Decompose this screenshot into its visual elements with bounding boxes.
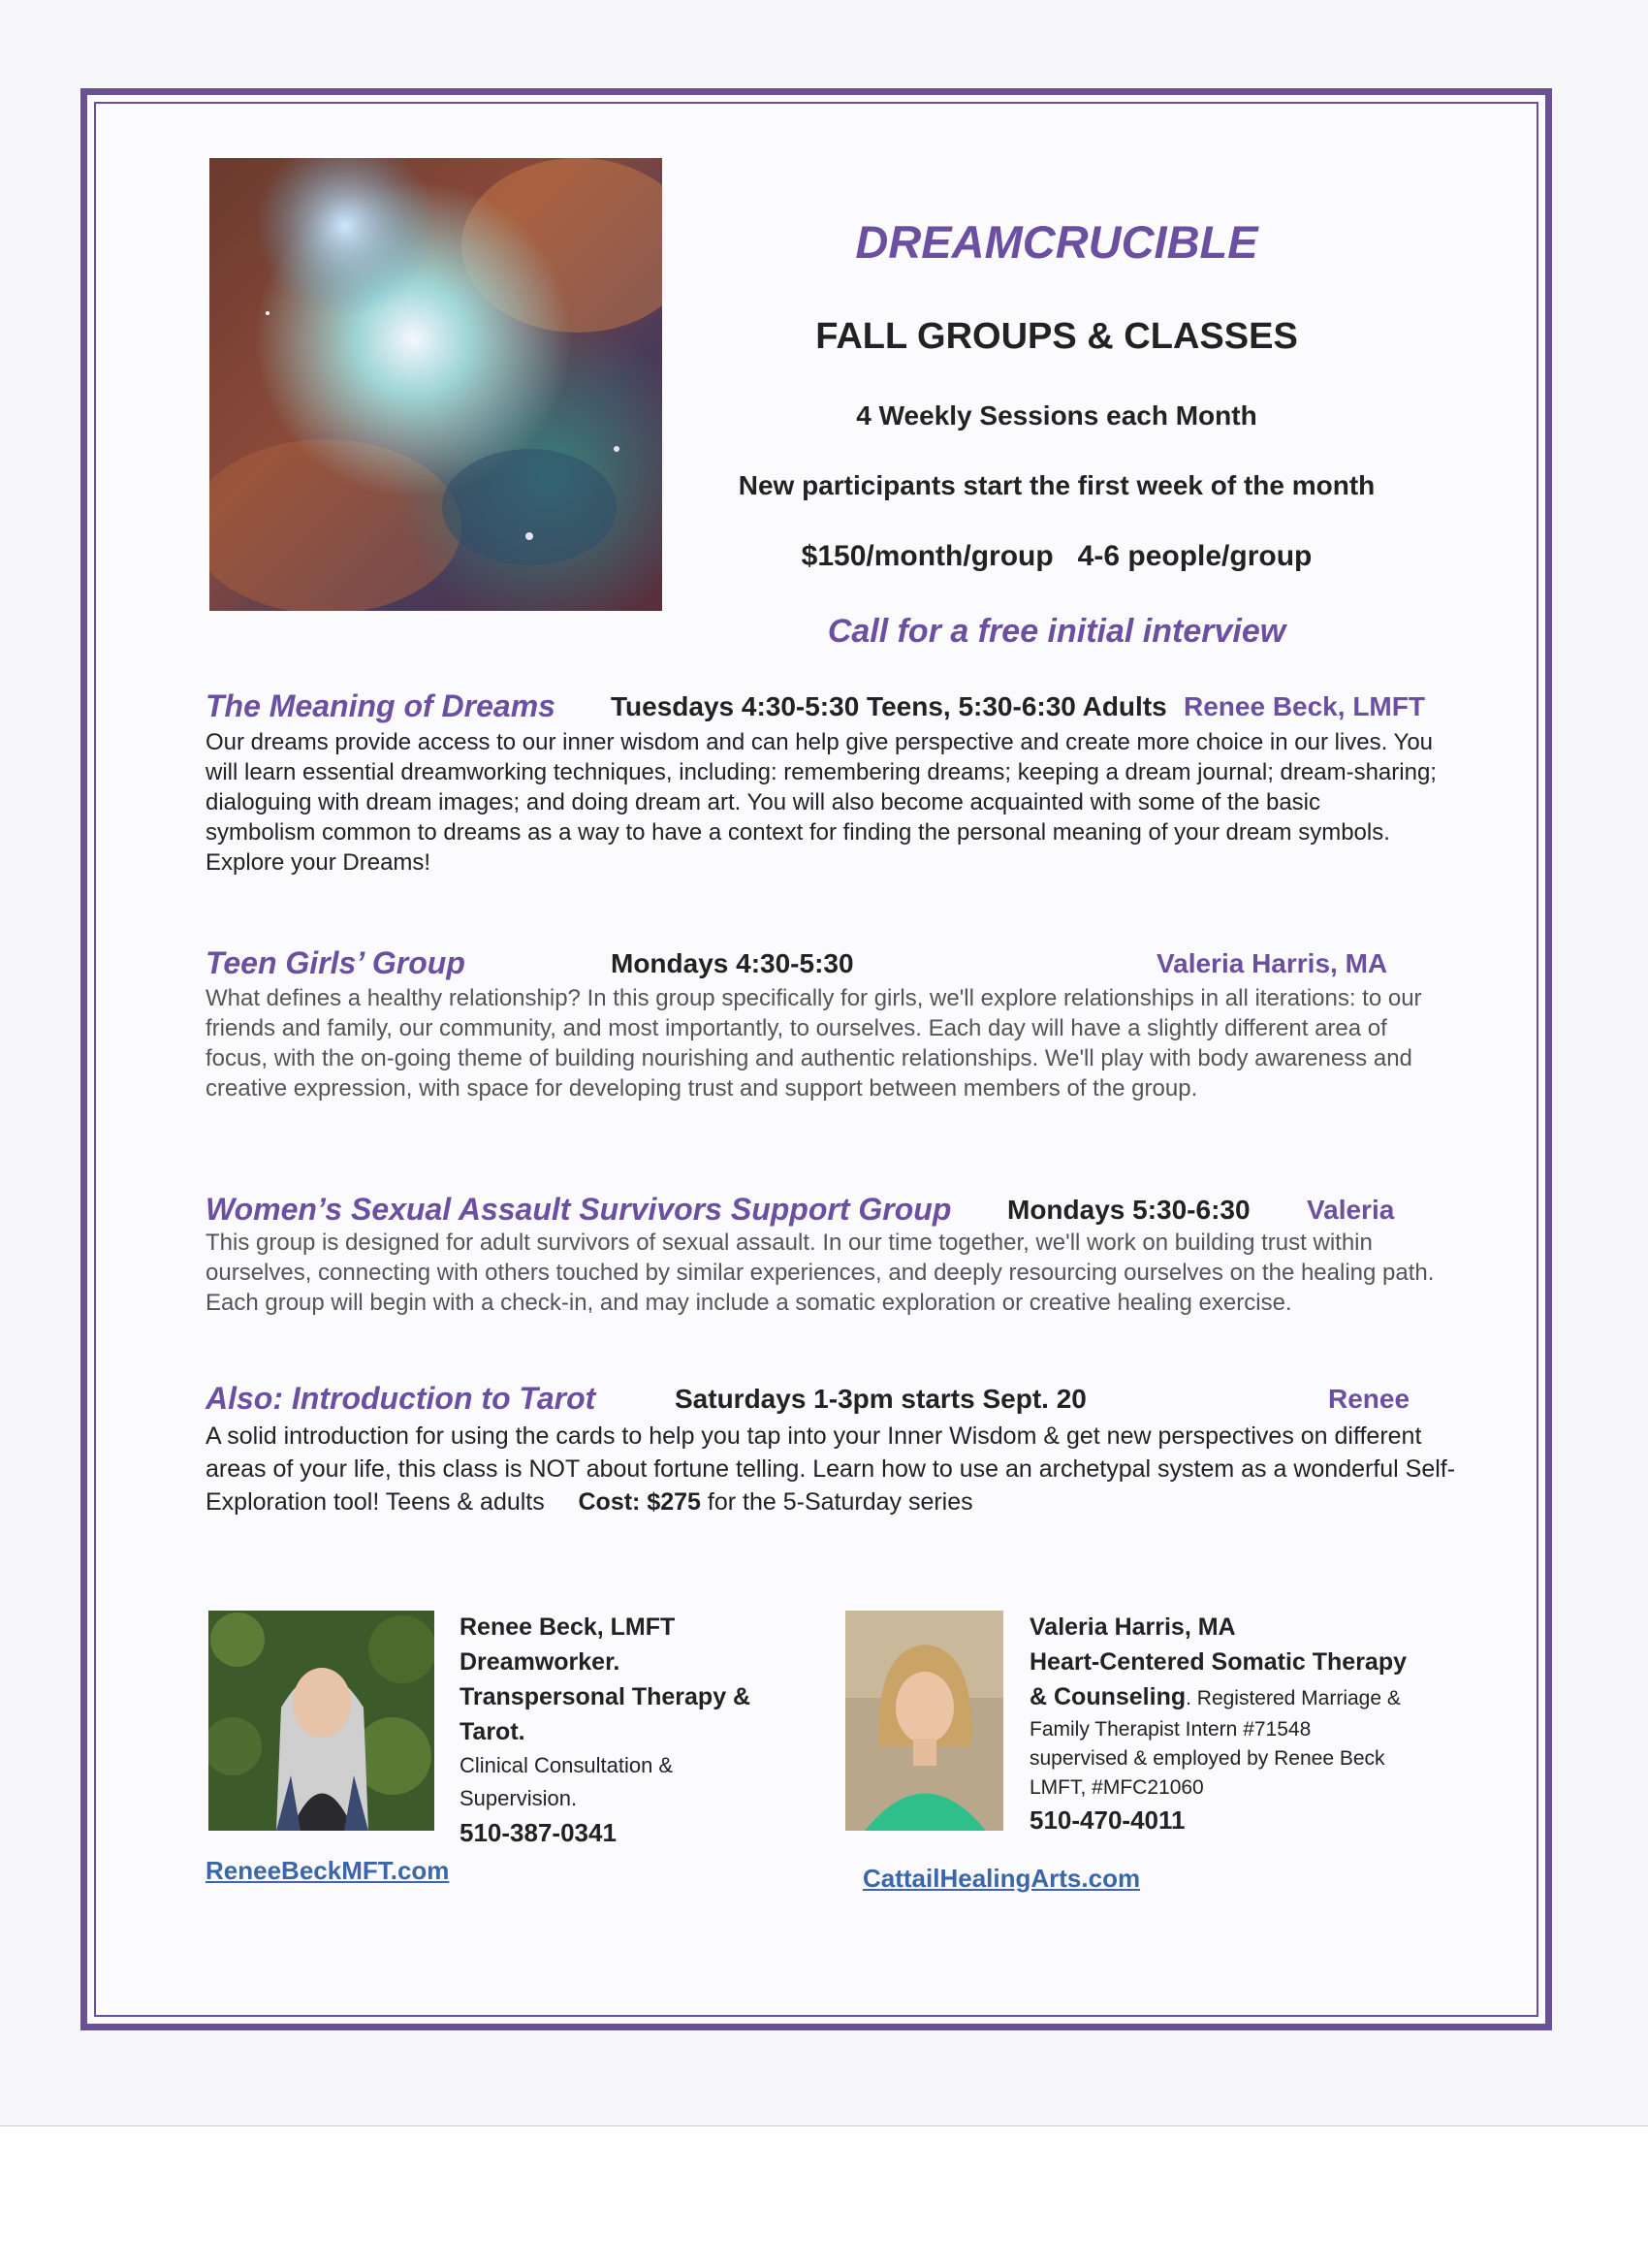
renee-phone: 510-387-0341 [460, 1818, 617, 1847]
sessions-note: 4 Weekly Sessions each Month [856, 400, 1257, 431]
page-subtitle: FALL GROUPS & CLASSES [815, 316, 1298, 357]
renee-line1: Dreamworker. [460, 1648, 620, 1676]
valeria-line1: Heart-Centered Somatic Therapy [1030, 1648, 1408, 1676]
valeria-bio [1030, 1610, 1437, 1837]
valeria-line3: Family Therapist Intern #71548 [1030, 1718, 1312, 1741]
start-note: New participants start the first week of the month [738, 470, 1376, 500]
tarot-description-text: A solid introduction for using the cards to help you tap into your Inner Wisdom & get new perspectives on different areas of your life, this class is NOT about fortune telling. Learn how to use an archetypal system as a wonderful Self-Exploration tool! Teens & adults [206, 1422, 1456, 1516]
meaning-heading: The Meaning of Dreams [206, 688, 555, 723]
scan-margin [0, 2125, 1648, 2268]
renee-line5: Supervision. [460, 1786, 578, 1810]
page-title: DREAMCRUCIBLE [855, 216, 1258, 268]
renee-website-link[interactable]: ReneeBeckMFT.com [206, 1856, 450, 1885]
renee-line3: Tarot. [460, 1718, 525, 1745]
meaning-schedule: Tuesdays 4:30-5:30 Teens, 5:30-6:30 Adults [611, 691, 1167, 721]
tarot-description [206, 1420, 1466, 1518]
renee-photo [208, 1611, 434, 1831]
valeria-phone: 510-470-4011 [1030, 1805, 1186, 1835]
meaning-description: Our dreams provide access to our inner wisdom and can help give perspective and create more choice in our lives. You will learn essential dreamworking techniques, including: remembering dreams; keeping a dream journal; dream-sharing; dialoguing with dream images; and doing dream art. You will also become acquainted with some of the basic symbolism common to dreams as a way to have a context for finding the personal meaning of your dream symbols. Explore your Dreams! [206, 729, 1437, 876]
tarot-cost: Cost: $275 [578, 1488, 701, 1516]
valeria-website-link[interactable]: CattailHealingArts.com [863, 1864, 1141, 1893]
valeria-name: Valeria Harris, MA [1030, 1613, 1236, 1641]
renee-bio [460, 1610, 770, 1850]
tarot-instructor: Renee [1328, 1384, 1410, 1414]
interview-cta: Call for a free initial interview [827, 613, 1286, 650]
teen-heading: Teen Girls’ Group [206, 945, 465, 980]
valeria-line2b: . Registered Marriage & [1186, 1687, 1401, 1709]
renee-name: Renee Beck, LMFT [460, 1613, 676, 1641]
survivors-heading: Women’s Sexual Assault Survivors Support Group [206, 1192, 952, 1227]
nebula-image [209, 158, 662, 611]
tarot-heading: Also: Introduction to Tarot [206, 1381, 596, 1416]
valeria-line4: supervised & employed by Renee Beck [1030, 1747, 1385, 1770]
valeria-line2a: & Counseling [1030, 1683, 1187, 1710]
teen-schedule: Mondays 4:30-5:30 [611, 948, 854, 978]
tarot-schedule: Saturdays 1-3pm starts Sept. 20 [675, 1384, 1087, 1414]
meaning-instructor: Renee Beck, LMFT [1184, 691, 1425, 721]
renee-line2: Transpersonal Therapy & [460, 1683, 751, 1710]
teen-instructor: Valeria Harris, MA [1157, 948, 1388, 978]
survivors-schedule: Mondays 5:30-6:30 [1007, 1195, 1251, 1225]
survivors-description: This group is designed for adult survivors of sexual assault. In our time together, we'll work on building trust within ourselves, connecting with others touched by similar experiences, and deeply resourcing ourselves on the healing path. Each group will begin with a check-in, and may include a somatic exploration or creative healing exercise. [206, 1230, 1435, 1316]
valeria-line5: LMFT, #MFC21060 [1030, 1776, 1204, 1799]
renee-line4: Clinical Consultation & [460, 1753, 674, 1777]
survivors-instructor: Valeria [1307, 1195, 1395, 1225]
tarot-cost-suffix: for the 5-Saturday series [700, 1488, 973, 1516]
pricing-note: $150/month/group 4-6 people/group [801, 540, 1313, 572]
teen-description: What defines a healthy relationship? In this group specifically for girls, we'll explore relationships in all iterations: to our friends and family, our community, and most importantly, to ourselves. Each day will have a slightly different area of focus, with the on-going theme of building nourishing and authentic relationships. We'll play with body awareness and creative expression, with space for developing trust and support between members of the group. [206, 985, 1422, 1102]
valeria-photo [845, 1611, 1003, 1831]
